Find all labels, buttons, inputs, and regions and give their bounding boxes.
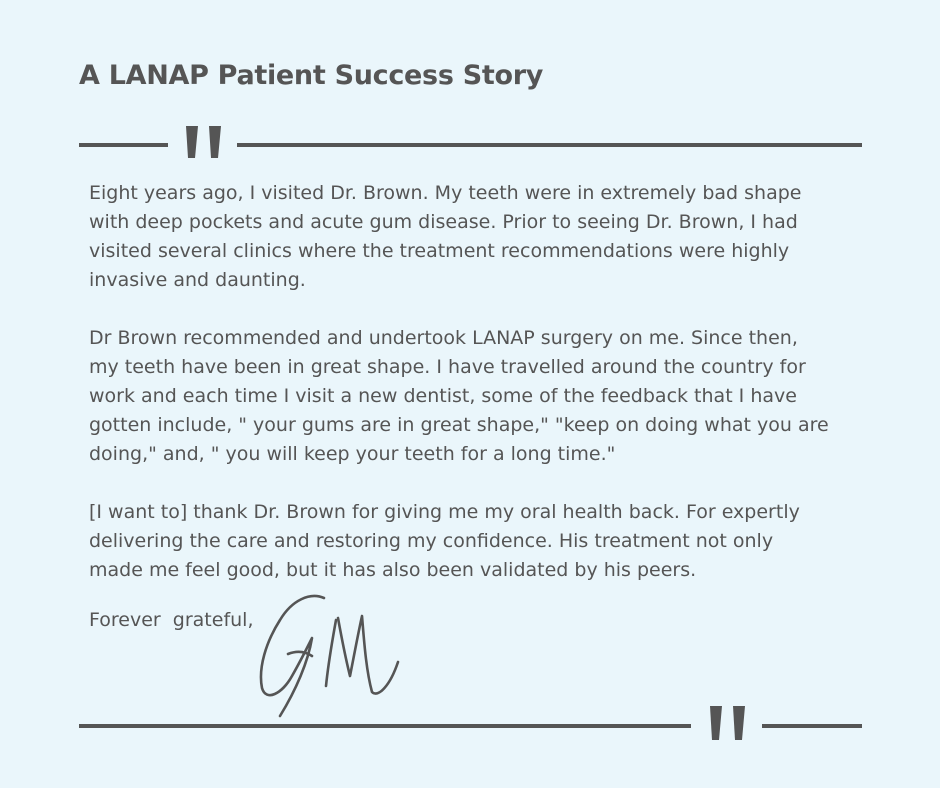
- open-quote-icon: [183, 126, 227, 162]
- closing-line: Forever grateful,: [89, 609, 254, 631]
- bottom-divider-right: [762, 724, 862, 728]
- testimonial-paragraph: Eight years ago, I visited Dr. Brown. My teeth were in extremely bad shape with deep pockets and acute gum disease. Prior to seeing Dr. Brown, I had visited several clinics where the treatment recommendations were highly invasive and daunting.: [89, 182, 802, 291]
- testimonial-paragraph: [I want to] thank Dr. Brown for giving me my oral health back. For expertly delivering the care and restoring my confidence. His treatment not only made me feel good, but it has also been validated by his peers.: [89, 501, 800, 581]
- top-divider-right: [237, 143, 862, 147]
- page-title: A LANAP Patient Success Story: [79, 60, 544, 91]
- bottom-divider-left: [79, 724, 691, 728]
- top-divider-left: [79, 143, 168, 147]
- signature: [252, 590, 404, 722]
- close-quote-icon: [707, 706, 751, 742]
- testimonial-body: [89, 179, 829, 614]
- testimonial-paragraph: Dr Brown recommended and undertook LANAP surgery on me. Since then, my teeth have been in great shape. I have travelled around the country for work and each time I visit a new dentist, some of the feedback that I have gotten include, " your gums are in great shape," "keep on doing what you are doing," and, " you will keep your teeth for a long time.": [89, 327, 829, 465]
